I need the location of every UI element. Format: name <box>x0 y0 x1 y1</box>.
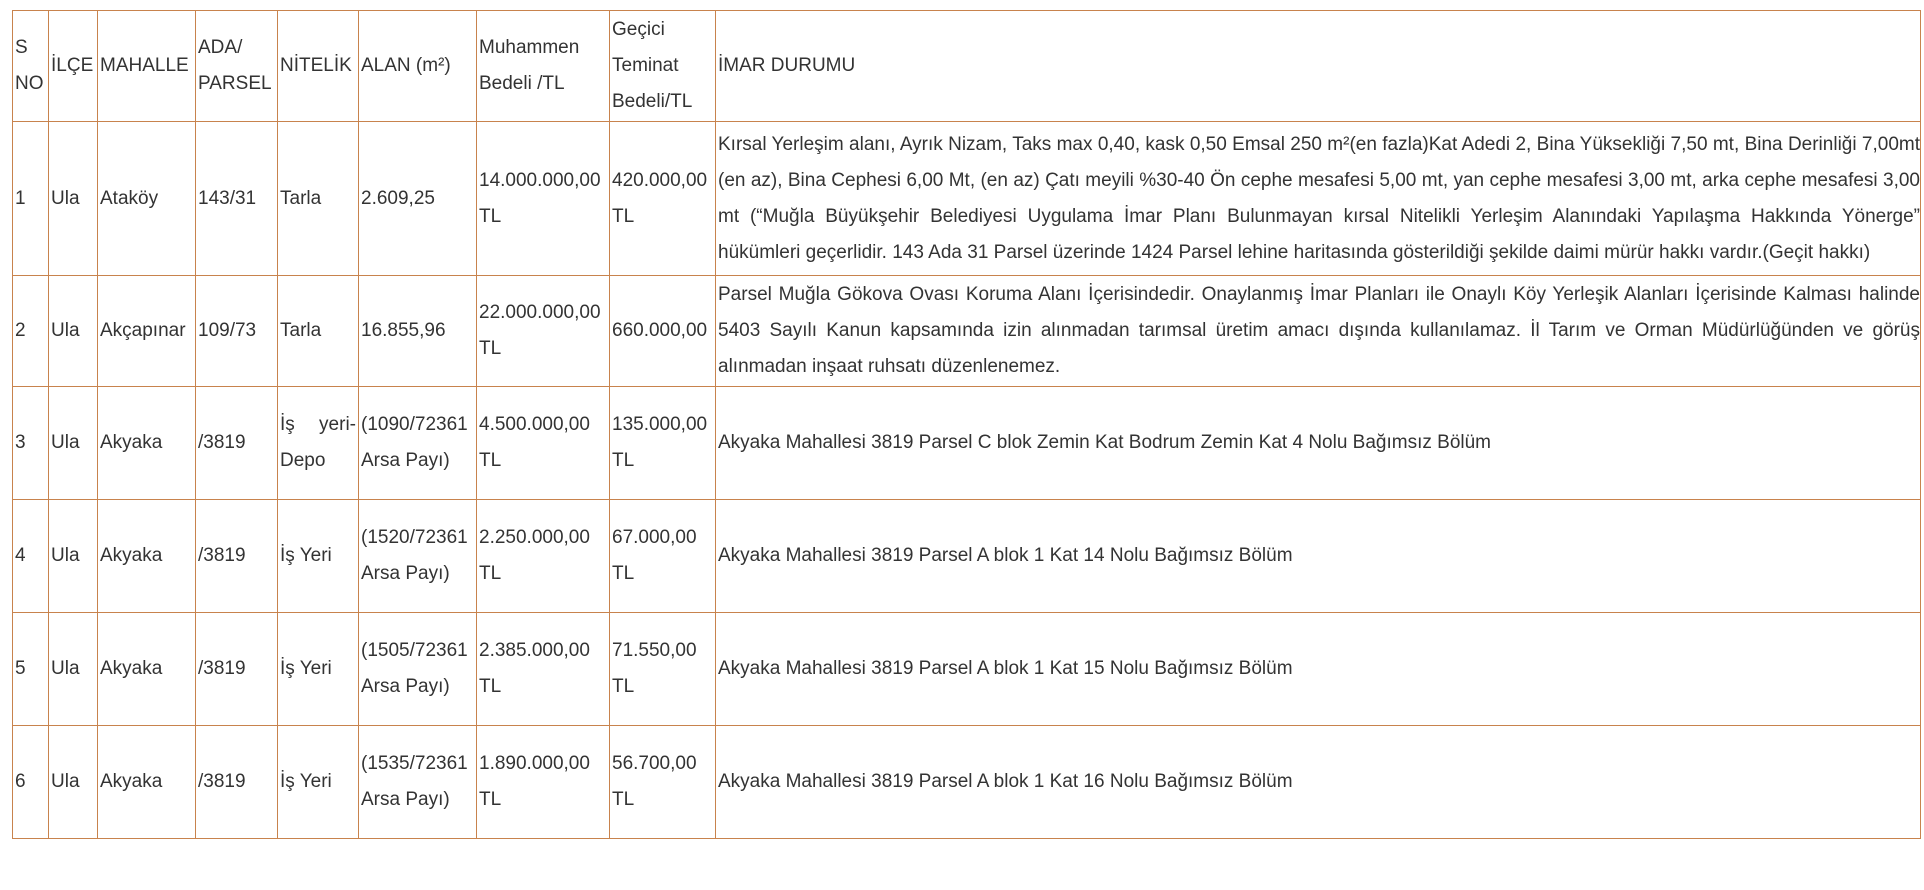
cell-ada-parsel: 143/31 <box>196 122 278 276</box>
cell-muhammen-bedeli: 22.000.000,00 TL <box>477 276 610 387</box>
cell-ada-parsel: /3819 <box>196 387 278 500</box>
cell-sno: 1 <box>13 122 49 276</box>
cell-alan: (1520/72361 Arsa Payı) <box>359 500 477 613</box>
cell-ada-parsel: 109/73 <box>196 276 278 387</box>
header-sno: S NO <box>13 11 49 122</box>
cell-alan: (1505/72361 Arsa Payı) <box>359 613 477 726</box>
table-row <box>13 613 1921 726</box>
table-header-row <box>13 11 1921 122</box>
cell-imar-durumu: Akyaka Mahallesi 3819 Parsel C blok Zemin Kat Bodrum Zemin Kat 4 Nolu Bağımsız Bölüm <box>716 387 1921 500</box>
auction-table-container <box>12 10 1920 839</box>
cell-muhammen-bedeli: 2.250.000,00 TL <box>477 500 610 613</box>
cell-gecici-teminat: 56.700,00 TL <box>610 726 716 839</box>
cell-nitelik: İş Yeri <box>278 726 359 839</box>
header-alan: ALAN (m²) <box>359 11 477 122</box>
table-row <box>13 500 1921 613</box>
cell-nitelik: Tarla <box>278 122 359 276</box>
header-gecici-teminat: Geçici Teminat Bedeli/TL <box>610 11 716 122</box>
cell-ilce: Ula <box>49 122 98 276</box>
cell-ada-parsel: /3819 <box>196 500 278 613</box>
table-row <box>13 726 1921 839</box>
cell-gecici-teminat: 420.000,00 TL <box>610 122 716 276</box>
cell-sno: 3 <box>13 387 49 500</box>
header-imar-durumu: İMAR DURUMU <box>716 11 1921 122</box>
header-mahalle: MAHALLE <box>98 11 196 122</box>
cell-imar-durumu: Akyaka Mahallesi 3819 Parsel A blok 1 Kat 14 Nolu Bağımsız Bölüm <box>716 500 1921 613</box>
cell-ada-parsel: /3819 <box>196 726 278 839</box>
cell-mahalle: Ataköy <box>98 122 196 276</box>
cell-alan: (1090/72361 Arsa Payı) <box>359 387 477 500</box>
cell-muhammen-bedeli: 4.500.000,00 TL <box>477 387 610 500</box>
cell-imar-durumu: Parsel Muğla Gökova Ovası Koruma Alanı İçerisindedir. Onaylanmış İmar Planları ile Onaylı Köy Yerleşik Alanları İçerisinde Kalması halinde 5403 Sayılı Kanun kapsamında izin alınmadan tarımsal üretim amacı dışında kullanılamaz. İl Tarım ve Orman Müdürlüğünden ve görüş alınmadan inşaat ruhsatı düzenlenemez. <box>716 276 1921 387</box>
cell-mahalle: Akyaka <box>98 387 196 500</box>
cell-muhammen-bedeli: 2.385.000,00 TL <box>477 613 610 726</box>
cell-mahalle: Akyaka <box>98 726 196 839</box>
cell-mahalle: Akyaka <box>98 613 196 726</box>
cell-nitelik: Tarla <box>278 276 359 387</box>
table-row <box>13 276 1921 387</box>
cell-ada-parsel: /3819 <box>196 613 278 726</box>
cell-gecici-teminat: 135.000,00 TL <box>610 387 716 500</box>
cell-sno: 5 <box>13 613 49 726</box>
cell-imar-durumu: Akyaka Mahallesi 3819 Parsel A blok 1 Kat 15 Nolu Bağımsız Bölüm <box>716 613 1921 726</box>
cell-ilce: Ula <box>49 387 98 500</box>
cell-nitelik: İş Yeri <box>278 500 359 613</box>
cell-sno: 6 <box>13 726 49 839</box>
header-ilce: İLÇE <box>49 11 98 122</box>
cell-gecici-teminat: 67.000,00 TL <box>610 500 716 613</box>
table-row <box>13 122 1921 276</box>
cell-ilce: Ula <box>49 276 98 387</box>
cell-mahalle: Akyaka <box>98 500 196 613</box>
cell-ilce: Ula <box>49 726 98 839</box>
header-nitelik: NİTELİK <box>278 11 359 122</box>
cell-alan: (1535/72361 Arsa Payı) <box>359 726 477 839</box>
cell-imar-durumu: Kırsal Yerleşim alanı, Ayrık Nizam, Taks max 0,40, kask 0,50 Emsal 250 m²(en fazla)Kat Adedi 2, Bina Yüksekliği 7,50 mt, Bina Derinliği 7,00mt (en az), Bina Cephesi 6,00 Mt, (en az) Çatı meyili %30-40 Ön cephe mesafesi 5,00 mt, yan cephe mesafesi 3,00 mt, arka cephe mesafesi 3,00 mt (“Muğla Büyükşehir Belediyesi Uygulama İmar Planı Bulunmayan kırsal Nitelikli Yerleşim Alanındaki Yapılaşma Hakkında Yönerge” hükümleri geçerlidir. 143 Ada 31 Parsel üzerinde 1424 Parsel lehine haritasında gösterildiği şekilde daimi mürür hakkı vardır.(Geçit hakkı) <box>716 122 1921 276</box>
cell-alan: 2.609,25 <box>359 122 477 276</box>
cell-gecici-teminat: 71.550,00 TL <box>610 613 716 726</box>
cell-nitelik: İş Yeri <box>278 613 359 726</box>
cell-sno: 4 <box>13 500 49 613</box>
header-ada-parsel: ADA/ PARSEL <box>196 11 278 122</box>
cell-alan: 16.855,96 <box>359 276 477 387</box>
parcel-auction-table <box>12 10 1921 839</box>
cell-mahalle: Akçapınar <box>98 276 196 387</box>
cell-gecici-teminat: 660.000,00 <box>610 276 716 387</box>
cell-ilce: Ula <box>49 500 98 613</box>
header-muhammen-bedeli: Muhammen Bedeli /TL <box>477 11 610 122</box>
table-row <box>13 387 1921 500</box>
cell-imar-durumu: Akyaka Mahallesi 3819 Parsel A blok 1 Kat 16 Nolu Bağımsız Bölüm <box>716 726 1921 839</box>
cell-ilce: Ula <box>49 613 98 726</box>
cell-muhammen-bedeli: 1.890.000,00 TL <box>477 726 610 839</box>
cell-nitelik: İş yeri-Depo <box>278 387 359 500</box>
cell-muhammen-bedeli: 14.000.000,00 TL <box>477 122 610 276</box>
cell-sno: 2 <box>13 276 49 387</box>
